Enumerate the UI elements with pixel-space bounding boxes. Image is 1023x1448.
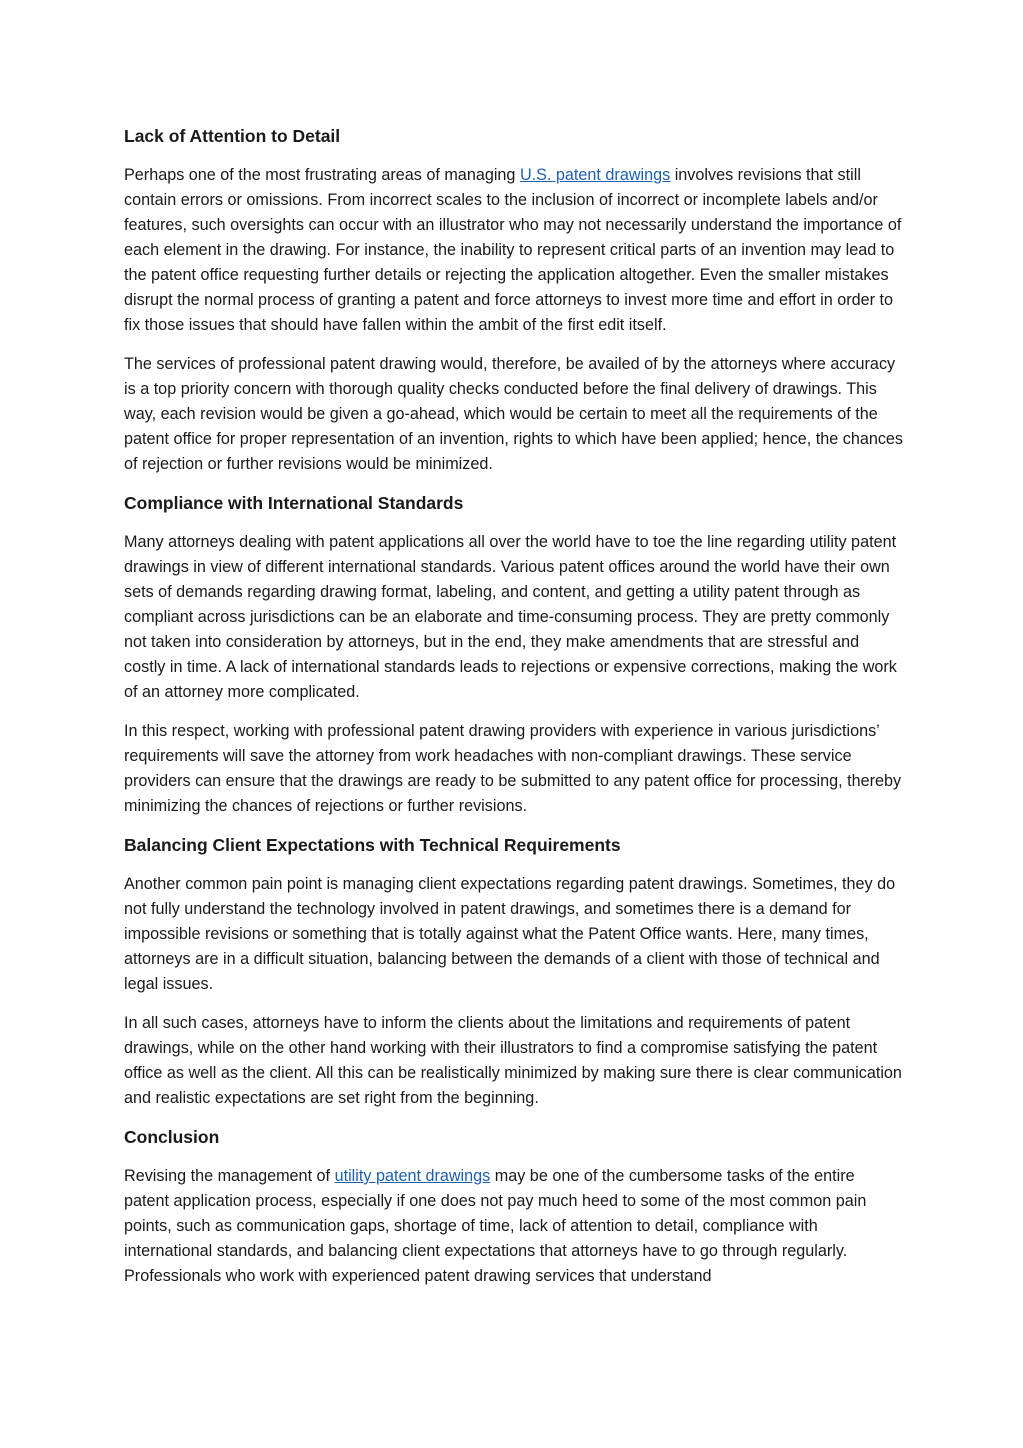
us-patent-drawings-link[interactable]: U.S. patent drawings — [519, 166, 671, 184]
paragraph-conclusion-1 — [124, 1164, 904, 1289]
heading-conclusion: Conclusion — [124, 1127, 220, 1147]
heading-lack-of-attention: Lack of Attention to Detail — [124, 126, 341, 146]
paragraph-text: Revising the management of — [124, 1167, 335, 1185]
heading-compliance: Compliance with International Standards — [124, 493, 464, 513]
heading-balancing-client: Balancing Client Expectations with Technical Requirements — [124, 835, 621, 855]
paragraph-lack-of-attention-2: The services of professional patent drawing would, therefore, be availed of by the attorneys where accuracy is a top priority concern with thorough quality checks conducted before the final delivery of drawings. This way, each revision would be given a go-ahead, which would be certain to meet all the requirements of the patent office for proper representation of an invention, rights to which have been applied; hence, the chances of rejection or further revisions would be minimized. — [124, 355, 904, 473]
paragraph-balancing-1: Another common pain point is managing client expectations regarding patent drawings. Sometimes, they do not fully understand the technology involved in patent drawings, and sometimes there is a demand for impossible revisions or something that is totally against what the Patent Office wants. Here, many times, attorneys are in a difficult situation, balancing between the demands of a client with those of technical and legal issues. — [124, 875, 896, 993]
paragraph-text: involves revisions that still contain errors or omissions. From incorrect scales to the inclusion of incorrect or incomplete labels and/or features, such oversights can occur with an illustrator who may not necessarily understand the importance of each element in the drawing. For instance, the inability to represent critical parts of an invention may lead to the patent office requesting further details or rejecting the application altogether. Even the smaller mistakes disrupt the normal process of granting a patent and force attorneys to invest more time and effort in order to fix those issues that should have fallen within the ambit of the first edit itself. — [124, 166, 902, 334]
paragraph-balancing-2: In all such cases, attorneys have to inform the clients about the limitations and requirements of patent drawings, while on the other hand working with their illustrators to find a compromise satisfying the patent office as well as the client. All this can be realistically minimized by making sure there is clear communication and realistic expectations are set right from the beginning. — [124, 1014, 902, 1107]
document-page — [124, 124, 904, 1303]
paragraph-compliance-2: In this respect, working with professional patent drawing providers with experience in various jurisdictions’ requirements will save the attorney from work headaches with non-compliant drawings. These service providers can ensure that the drawings are ready to be submitted to any patent office for processing, thereby minimizing the chances of rejections or further revisions. — [124, 722, 902, 815]
paragraph-text: may be one of the cumbersome tasks of the entire patent application process, especially if one does not pay much heed to some of the most common pain points, such as communication gaps, shortage of time, lack of attention to detail, compliance with international standards, and balancing client expectations that attorneys have to go through regularly. Professionals who work with experienced patent drawing services that understand — [124, 1167, 867, 1285]
paragraph-text: Perhaps one of the most frustrating areas of managing — [124, 166, 520, 184]
paragraph-compliance-1: Many attorneys dealing with patent applications all over the world have to toe the line regarding utility patent drawings in view of different international standards. Various patent offices around the world have their own sets of demands regarding drawing format, labeling, and content, and getting a utility patent through as compliant across jurisdictions can be an elaborate and time-consuming process. They are pretty commonly not taken into consideration by attorneys, but in the end, they make amendments that are stressful and costly in time. A lack of international standards leads to rejections or expensive corrections, making the work of an attorney more complicated. — [124, 533, 897, 701]
paragraph-lack-of-attention-1 — [124, 163, 904, 338]
utility-patent-drawings-link[interactable]: utility patent drawings — [334, 1167, 491, 1185]
